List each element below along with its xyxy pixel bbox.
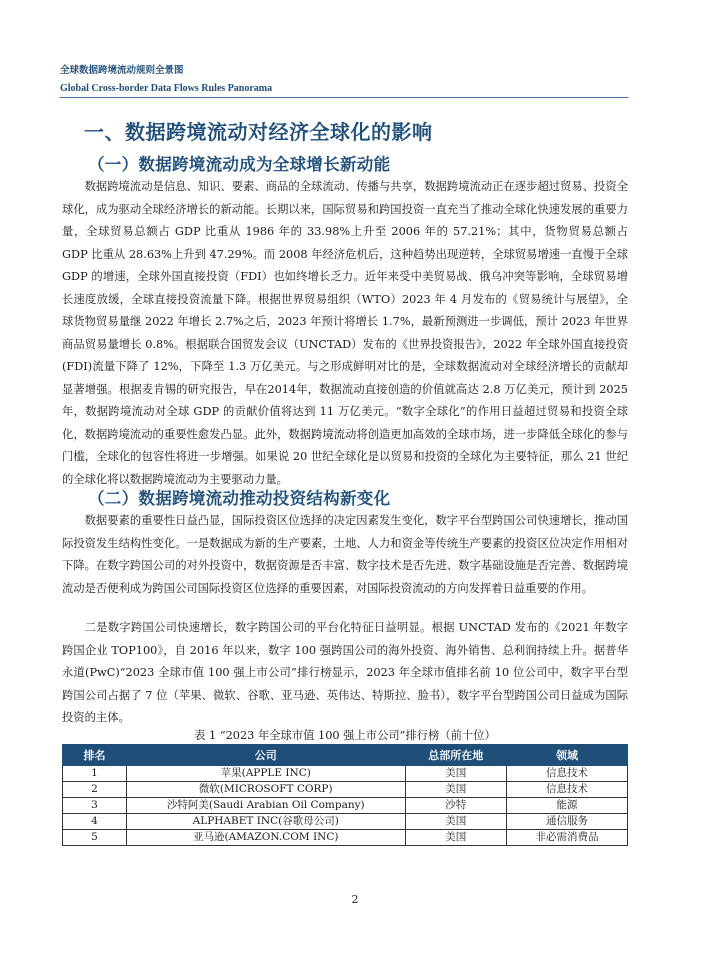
cell-sector: 非必需消费品	[507, 830, 628, 846]
col-header-company: 公司	[126, 745, 405, 766]
table-row	[63, 814, 628, 830]
cell-rank: 4	[63, 814, 127, 830]
col-header-rank: 排名	[63, 745, 127, 766]
cell-rank: 3	[63, 798, 127, 814]
ranking-table	[62, 744, 628, 846]
cell-hq: 美国	[405, 766, 507, 782]
table-row	[63, 782, 628, 798]
subsection-heading-1: （一）数据跨境流动成为全球增长新动能	[88, 155, 391, 174]
cell-company: ALPHABET INC(谷歌母公司)	[126, 814, 405, 830]
cell-hq: 沙特	[405, 798, 507, 814]
section-heading: 一、数据跨境流动对经济全球化的影响	[84, 120, 433, 144]
cell-company: 亚马逊(AMAZON.COM INC)	[126, 830, 405, 846]
table-header-row	[63, 745, 628, 766]
page-number: 2	[351, 893, 359, 906]
table-caption: 表 1 “2023 年全球市值 100 强上市公司”排行榜（前十位）	[194, 729, 496, 742]
cell-rank: 2	[63, 782, 127, 798]
cell-hq: 美国	[405, 782, 507, 798]
table-row	[63, 830, 628, 846]
header-title-en: Global Cross-border Data Flows Rules Panorama	[60, 83, 273, 94]
paragraph-investment-structure-2: 二是数字跨国公司快速增长，数字跨国公司的平台化特征日益明显。根据 UNCTAD 发布的《2021 年数字跨国企业 TOP100》，自 2016 年以来，数字 100 强跨国公司的海外投资、海外销售、总利润持续上升。据普华永道(PwC)“2023 全球市值 100 强上市公司”排行榜显示，2023 年全球市值排名前 10 位公司中，数字平台型跨国公司占据了 7 位（苹果、微软、谷歌、亚马逊、英伟达、特斯拉、脸书），数字平台型跨国公司日益成为国际投资的主体。	[62, 621, 628, 724]
paragraph-investment-structure-1: 数据要素的重要性日益凸显，国际投资区位选择的决定因素发生变化，数字平台型跨国公司快速增长，推动国际投资发生结构性变化。一是数据成为新的生产要素，土地、人力和资金等传统生产要素的投资区位决定作用相对下降。在数字跨国公司的对外投资中，数据资源是否丰富、数字技术是否先进、数字基础设施是否完善、数据跨境流动是否便利成为跨国公司国际投资区位选择的重要因素，对国际投资流动的方向发挥着日益重要的作用。	[62, 514, 628, 595]
cell-company: 苹果(APPLE INC)	[126, 766, 405, 782]
cell-rank: 5	[63, 830, 127, 846]
subsection-heading-2: （二）数据跨境流动推动投资结构新变化	[88, 489, 391, 508]
cell-company: 微软(MICROSOFT CORP)	[126, 782, 405, 798]
col-header-sector: 领域	[507, 745, 628, 766]
col-header-hq: 总部所在地	[405, 745, 507, 766]
cell-rank: 1	[63, 766, 127, 782]
cell-sector: 信息技术	[507, 782, 628, 798]
table-row	[63, 766, 628, 782]
cell-sector: 能源	[507, 798, 628, 814]
cell-sector: 通信服务	[507, 814, 628, 830]
header-divider	[60, 97, 628, 98]
cell-hq: 美国	[405, 814, 507, 830]
table-row	[63, 798, 628, 814]
paragraph-growth-momentum: 数据跨境流动是信息、知识、要素、商品的全球流动、传播与共享，数据跨境流动正在逐步超过贸易、投资全球化，成为驱动全球经济增长的新动能。长期以来，国际贸易和跨国投资一直充当了推动全球化快速发展的重要力量，全球贸易总额占 GDP 比重从 1986 年的 33.98%上升至 2006 年的 57.21%；其中，货物贸易总额占 GDP 比重从 28.63%上升到 47.29%。而 2008 年经济危机后，这种趋势出现逆转，全球贸易增速一直慢于全球 GDP 的增速，全球外国直接投资（FDI）也如终增长乏力。近年来受中美贸易战、俄乌冲突等影响，全球贸易增长速度放缓，全球直接投资流量下降。根据世界贸易组织（WTO）2023 年 4 月发布的《贸易统计与展望》，全球货物贸易量继 2022 年增长 2.7%之后，2023 年预计将增长 1.7%，最新预测进一步调低，预计 2023 年世界商品贸易量增长 0.8%。根据联合国贸发会议（UNCTAD）发布的《世界投资报告》，2022 年全球外国直接投资(FDI)流量下降了 12%，下降至 1.3 万亿美元。与之形成鲜明对比的是，全球数据流动对全球经济增长的贡献却显著增强。根据麦肯锡的研究报告，早在2014年，数据流动直接创造的价值就高达 2.8 万亿美元，预计到 2025 年，数据跨境流动对全球 GDP 的贡献价值将达到 11 万亿美元。“数字全球化”的作用日益超过贸易和投资全球化，数据跨境流动的重要性愈发凸显。此外，数据跨境流动将创造更加高效的全球市场，进一步降低全球化的参与门槛，全球化的包容性将进一步增强。如果说 20 世纪全球化是以贸易和投资的全球化为主要特征，那么 21 世纪的全球化将以数据跨境流动为主要驱动力量。	[62, 180, 628, 486]
cell-hq: 美国	[405, 830, 507, 846]
cell-sector: 信息技术	[507, 766, 628, 782]
cell-company: 沙特阿美(Saudi Arabian Oil Company)	[126, 798, 405, 814]
running-header	[60, 64, 650, 95]
header-title-cn: 全球数据跨境流动规则全景图	[60, 65, 184, 76]
